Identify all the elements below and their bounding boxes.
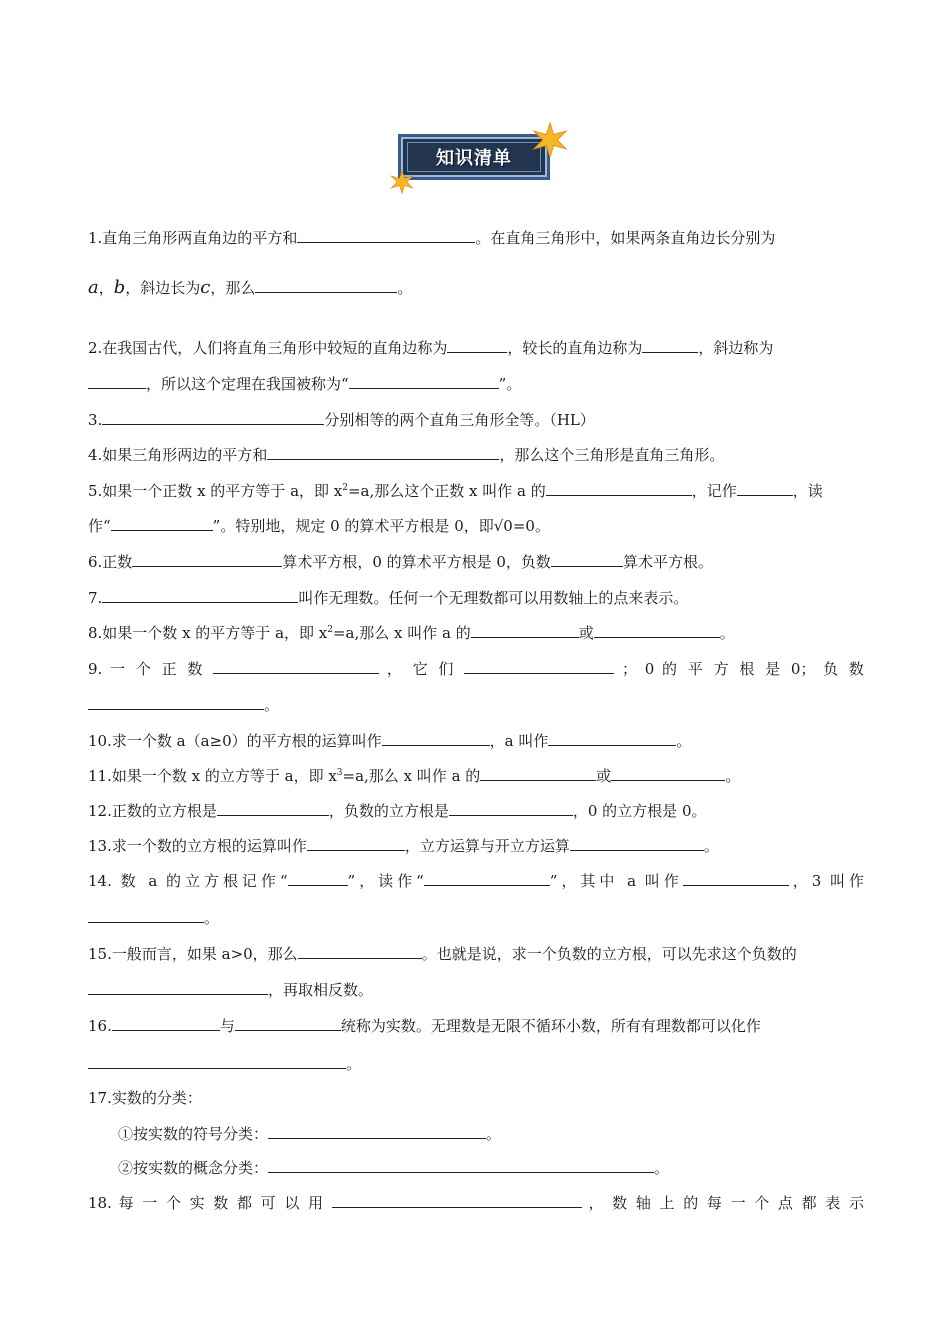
- question-8: 8.如果一个数 x 的平方等于 a，即 $x^2=a$,那么 x 叫作 a 的 或 。: [88, 624, 735, 642]
- question-16: 16. 与 统称为实数。无理数是无限不循环小数，所有有理数都可以化作: [88, 1017, 761, 1035]
- answer-blank[interactable]: [88, 980, 268, 995]
- answer-blank[interactable]: [424, 871, 550, 886]
- answer-blank[interactable]: [102, 588, 298, 603]
- badge-frame: [398, 134, 550, 180]
- answer-blank[interactable]: [546, 481, 692, 496]
- answer-blank[interactable]: [551, 552, 623, 567]
- answer-blank[interactable]: [88, 374, 146, 389]
- question-2: 2.在我国古代，人们将直角三角形中较短的直角边称为 ，较长的直角边称为 ，斜边称为: [88, 339, 774, 357]
- question-1-cont: a，b，斜边长为c，那么 。: [88, 277, 413, 298]
- answer-blank[interactable]: [255, 278, 397, 293]
- answer-blank[interactable]: [349, 374, 499, 389]
- answer-blank[interactable]: [288, 871, 348, 886]
- answer-blank[interactable]: [548, 731, 676, 746]
- sqrt-zero: √0: [493, 517, 513, 535]
- question-9: 9. 一 个 正 数 ， 它 们 ； 0 的 平 方 根 是 0； 负 数: [88, 660, 864, 678]
- answer-blank[interactable]: [217, 801, 329, 816]
- question-7: 7. 叫作无理数。任何一个无理数都可以用数轴上的点来表示。: [88, 589, 689, 607]
- answer-blank[interactable]: [88, 1054, 346, 1069]
- answer-blank[interactable]: [683, 871, 789, 886]
- answer-blank[interactable]: [307, 836, 405, 851]
- question-3: 3. 分别相等的两个直角三角形全等。（HL）: [88, 411, 595, 429]
- question-12: 12.正数的立方根是 ，负数的立方根是 ，0 的立方根是 0。: [88, 802, 707, 820]
- answer-blank[interactable]: [111, 516, 213, 531]
- answer-blank[interactable]: [268, 1158, 654, 1173]
- answer-blank[interactable]: [480, 766, 596, 781]
- question-18: 18. 每 一 个 实 数 都 可 以 用 ， 数 轴 上 的 每 一 个 点 都 表 示: [88, 1194, 864, 1212]
- question-17-1: ①按实数的符号分类： 。: [118, 1125, 502, 1143]
- question-14-cont: 。: [88, 908, 864, 928]
- answer-blank[interactable]: [447, 338, 507, 353]
- answer-blank[interactable]: [297, 228, 475, 243]
- question-15: 15.一般而言，如果 a>0，那么 。也就是说，求一个负数的立方根，可以先求这个负数的: [88, 945, 797, 963]
- question-17-2: ②按实数的概念分类： 。: [118, 1159, 670, 1177]
- answer-blank[interactable]: [298, 944, 422, 959]
- question-5: 5.如果一个正数 x 的平方等于 a，即 $x^2=a$,那么这个正数 x 叫作 a 的 ，记作 ，读: [88, 482, 823, 500]
- question-5-cont: 作“ ”。特别地，规定 0 的算术平方根是 0，即√0=0。: [88, 517, 550, 535]
- answer-blank[interactable]: [464, 659, 614, 674]
- question-6: 6.正数 算术平方根，0 的算术平方根是 0，负数 算术平方根。: [88, 553, 713, 571]
- answer-blank[interactable]: [642, 338, 698, 353]
- star-icon: [532, 122, 568, 158]
- answer-blank[interactable]: [737, 481, 793, 496]
- answer-blank[interactable]: [132, 552, 282, 567]
- question-14: 14. 数 a 的立方根记作“ ”，读作“ ”，其中 a 叫作 ，3 叫作: [88, 872, 864, 890]
- question-15-cont: ，再取相反数。: [88, 980, 864, 1000]
- answer-blank[interactable]: [611, 766, 725, 781]
- question-16-cont: 。: [88, 1054, 864, 1074]
- answer-blank[interactable]: [88, 908, 204, 923]
- answer-blank[interactable]: [102, 410, 324, 425]
- answer-blank[interactable]: [235, 1016, 341, 1031]
- answer-blank[interactable]: [112, 1016, 220, 1031]
- answer-blank[interactable]: [449, 801, 573, 816]
- question-1: 1.直角三角形两直角边的平方和 。在直角三角形中，如果两条直角边长分别为: [88, 229, 776, 247]
- answer-blank[interactable]: [594, 623, 720, 638]
- question-13: 13.求一个数的立方根的运算叫作 ，立方运算与开立方运算 。: [88, 837, 719, 855]
- answer-blank[interactable]: [213, 659, 379, 674]
- question-10: 10.求一个数 a（a≥0）的平方根的运算叫作 ，a 叫作 。: [88, 732, 692, 750]
- answer-blank[interactable]: [332, 1193, 582, 1208]
- answer-blank[interactable]: [267, 445, 499, 460]
- question-9-cont: 。: [88, 695, 864, 715]
- answer-blank[interactable]: [570, 836, 704, 851]
- answer-blank[interactable]: [382, 731, 490, 746]
- question-11: 11.如果一个数 x 的立方等于 a，即 $x^3=a$,那么 x 叫作 a 的 或 。: [88, 767, 741, 785]
- star-icon: [390, 170, 414, 194]
- section-title: 知识清单: [436, 148, 512, 169]
- question-2-cont: ，所以这个定理在我国被称为“ ”。: [88, 374, 864, 394]
- question-4: 4.如果三角形两边的平方和 ，那么这个三角形是直角三角形。: [88, 446, 725, 464]
- section-header-badge: [390, 122, 570, 192]
- answer-blank[interactable]: [88, 695, 264, 710]
- question-17: 17.实数的分类：: [88, 1089, 202, 1107]
- answer-blank[interactable]: [471, 623, 579, 638]
- answer-blank[interactable]: [268, 1124, 486, 1139]
